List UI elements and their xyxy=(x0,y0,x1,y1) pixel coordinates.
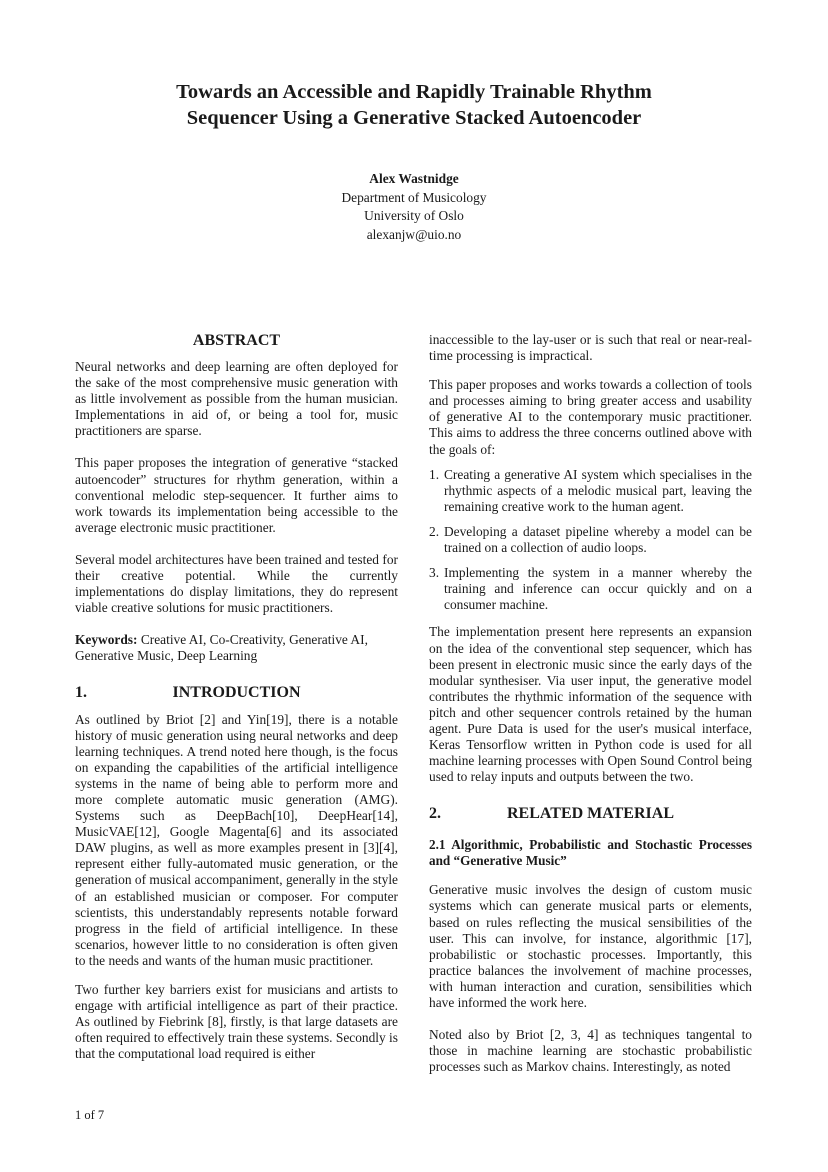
section-title: INTRODUCTION xyxy=(172,683,301,701)
goal-number: 2. xyxy=(429,523,440,539)
list-item xyxy=(429,524,752,556)
author-department: Department of Musicology xyxy=(341,189,487,205)
intro-paragraph-1: As outlined by Briot [2] and Yin[19], there is a notable history of music generation using neural networks and deep learning techniques. A trend noted here though, is the focus on expanding the capabilities of the artificial intelligence systems in the name of being able to perform more and more complete automatic music generation (AMG). Systems such as DeepBach[10], DeepHear[14], MusicVAE[12], Google Magenta[6] and its associated DAW plugins, as well as more examples present in [3][4], represent either fully-automated music generation, or the generation of musical accompaniment, generally in the style of an established musician or composer. For computer scientists, this understandably represents notable forward progress in the field of artificial intelligence. In these scenarios, however little to no consideration is often given to the needs and wants of the human music practitioner. xyxy=(75,711,398,968)
goals-list xyxy=(429,467,752,614)
keywords xyxy=(75,632,398,664)
abstract-heading: ABSTRACT xyxy=(192,332,281,349)
intro-paragraph-2 xyxy=(75,982,398,1062)
goal-text: Creating a generative AI system which specialises in the rhythmic aspects of a melodic musical part, leaving the remaining creative work to the human agent. xyxy=(444,466,752,514)
subsection-heading: 2.1 Algorithmic, Probabilistic and Stochastic Processes and “Generative Music” xyxy=(429,837,752,869)
paper-title xyxy=(0,79,828,131)
abstract-paragraph-1: Neural networks and deep learning are often deployed for the sake of the most comprehensive music generation with as little involvement as possible from the human musician. Implementations in aid of, or being a tool for, music practitioners are sparse. xyxy=(75,359,398,439)
intro-paragraph-2-continued: inaccessible to the lay-user or is such that real or near-real-time processing is impractical. xyxy=(429,332,752,364)
title-line-2: Sequencer Using a Generative Stacked Autoencoder xyxy=(186,107,642,129)
intro-paragraph-2-text: Two further key barriers exist for musicians and artists to engage with artificial intelligence as part of their practice. As outlined by Fiebrink [8], firstly, is that large datasets are often required to effectively train these systems. Secondly is that the computational load required is either xyxy=(75,982,398,1062)
page-number-footer: 1 of 7 xyxy=(75,1108,105,1122)
intro-paragraph-3: This paper proposes and works towards a collection of tools and processes aiming to bring greater access and usability of generative AI to the contemporary music practitioner. This aims to address the three concerns outlined above with the goals of: xyxy=(429,377,752,457)
author-block xyxy=(0,170,828,244)
keywords-label: Keywords: xyxy=(75,632,138,648)
left-column xyxy=(75,332,398,1075)
keywords-text: Creative AI, Co-Creativity, Generative AI, Generative Music, Deep Learning xyxy=(75,632,368,664)
section-title: RELATED MATERIAL xyxy=(507,805,674,823)
goal-text: Implementing the system in a manner whereby the training and inference can occur quickly and on a consumer machine. xyxy=(444,565,752,613)
right-column xyxy=(429,332,752,1088)
intro-closing-paragraph: The implementation present here represents an expansion on the idea of the conventional step sequencer, which has been present in electronic music since the early days of the modular synthesiser. Via user input, the generative model contributes the rhythmic information of the sequence with pitch and other sequencer controls retained by the human agent. Pure Data is used for the user's musical interface, Keras Tensorflow written in Python code is used for all machine learning processes with Open Sound Control being used to relay inputs and outputs between the two. xyxy=(429,624,752,785)
list-item xyxy=(429,565,752,613)
goal-text: Developing a dataset pipeline whereby a model can be trained on a collection of audio loops. xyxy=(444,523,752,556)
related-paragraph-2: Noted also by Briot [2, 3, 4] as techniques tangental to those in machine learning are stochastic probabilistic processes such as Markov chains. Interestingly, as noted xyxy=(429,1027,752,1075)
goal-number: 1. xyxy=(429,466,440,482)
author-email: alexanjw@uio.no xyxy=(366,226,462,242)
author-university: University of Oslo xyxy=(364,208,464,223)
title-line-1: Towards an Accessible and Rapidly Trainable Rhythm xyxy=(176,81,652,103)
section-heading-introduction: 1. INTRODUCTION xyxy=(75,684,398,702)
goal-number: 3. xyxy=(429,565,440,581)
abstract-paragraph-3: Several model architectures have been trained and tested for their creative potential. While the currently implementations do display limitations, they do represent viable creative solutions for music practitioners. xyxy=(75,551,398,616)
related-paragraph-1: Generative music involves the design of custom music systems which can generate musical parts or elements, based on rules reflecting the musical sensibilities of the user. This can involve, for instance, algorithmic [17], probabilistic or stochastic processes. Importantly, this practice balances the involvement of machine processes, with human interaction and curation, sensibilities which have informed the work here. xyxy=(429,882,752,1010)
abstract-paragraph-2: This paper proposes the integration of generative “stacked autoencoder” structures for rhythm generation, within a conventional melodic step-sequencer. It further aims to work towards its implementation being accessible to the average electronic music practitioner. xyxy=(75,455,398,535)
section-heading-related: 2. RELATED MATERIAL xyxy=(429,805,752,823)
author-name: Alex Wastnidge xyxy=(369,171,459,186)
list-item xyxy=(429,467,752,515)
